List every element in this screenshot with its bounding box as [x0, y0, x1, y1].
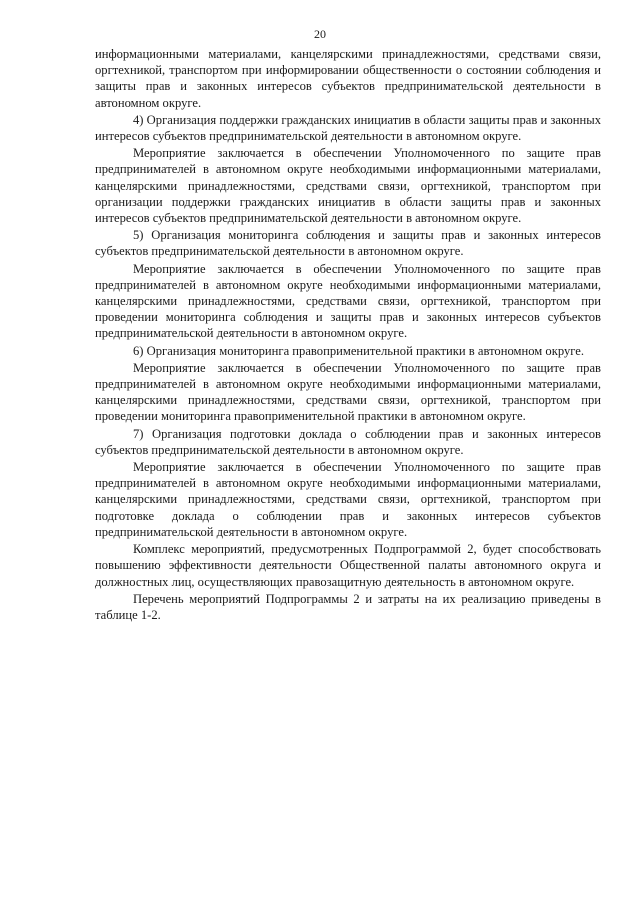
paragraph-continuation: информационными материалами, канцелярскими принадлежностями, средствами связи, оргтехникой, транспортом при информировании общественности о состоянии соблюдения и защиты прав и законных интересов субъектов предпринимательской деятельности в автономном округе.: [95, 47, 601, 110]
page-number: 20: [314, 27, 326, 41]
paragraph-item-5-description: Мероприятие заключается в обеспечении Уполномоченного по защите прав предпринимателей в автономном округе необходимыми информационными материалами, канцелярскими принадлежностями, средствами связи, оргтехникой, транспортом при проведении мониторинга соблюдения и защиты прав и законных интересов субъектов предпринимательской деятельности в автономном округе.: [95, 261, 601, 341]
paragraph-item-4-heading: 4) Организация поддержки гражданских инициатив в области защиты прав и законных интересов субъектов предпринимательской деятельности в автономном округе.: [95, 112, 601, 144]
paragraph-item-5-heading: 5) Организация мониторинга соблюдения и защиты прав и законных интересов субъектов предпринимательской деятельности в автономном округе.: [95, 228, 601, 259]
paragraph-item-4-description: Мероприятие заключается в обеспечении Уполномоченного по защите прав предпринимателей в автономном округе необходимыми информационными материалами, канцелярскими принадлежностями, средствами связи, оргтехникой, транспортом при организации поддержки гражданских инициатив в области защиты прав и законных интересов субъектов предпринимательской деятельности в автономном округе.: [95, 146, 601, 226]
body-text: [95, 46, 601, 624]
paragraph-item-6-description: Мероприятие заключается в обеспечении Уполномоченного по защите прав предпринимателей в автономном округе необходимыми информационными материалами, канцелярскими принадлежностями, средствами связи, оргтехникой, транспортом при проведении мониторинга правоприменительной практики в автономном округе.: [95, 360, 601, 424]
paragraph-item-7-description: Мероприятие заключается в обеспечении Уполномоченного по защите прав предпринимателей в автономном округе необходимыми информационными материалами, канцелярскими принадлежностями, средствами связи, оргтехникой, транспортом при подготовке доклада о соблюдении прав и законных интересов субъектов предпринимательской деятельности в автономном округе.: [95, 460, 601, 539]
paragraph-item-6-heading: 6) Организация мониторинга правоприменительной практики в автономном округе.: [133, 343, 584, 358]
paragraph-item-7-heading: 7) Организация подготовки доклада о соблюдении прав и законных интересов субъектов предпринимательской деятельности в автономном округе.: [95, 426, 601, 457]
paragraph-table-reference: Перечень мероприятий Подпрограммы 2 и затраты на их реализацию приведены в таблице 1-2.: [95, 591, 601, 622]
paragraph-summary: Комплекс мероприятий, предусмотренных Подпрограммой 2, будет способствовать повышению эффективности деятельности Общественной палаты автономного округа и должностных лиц, осуществляющих правозащитную деятельность в автономном округе.: [95, 542, 601, 589]
